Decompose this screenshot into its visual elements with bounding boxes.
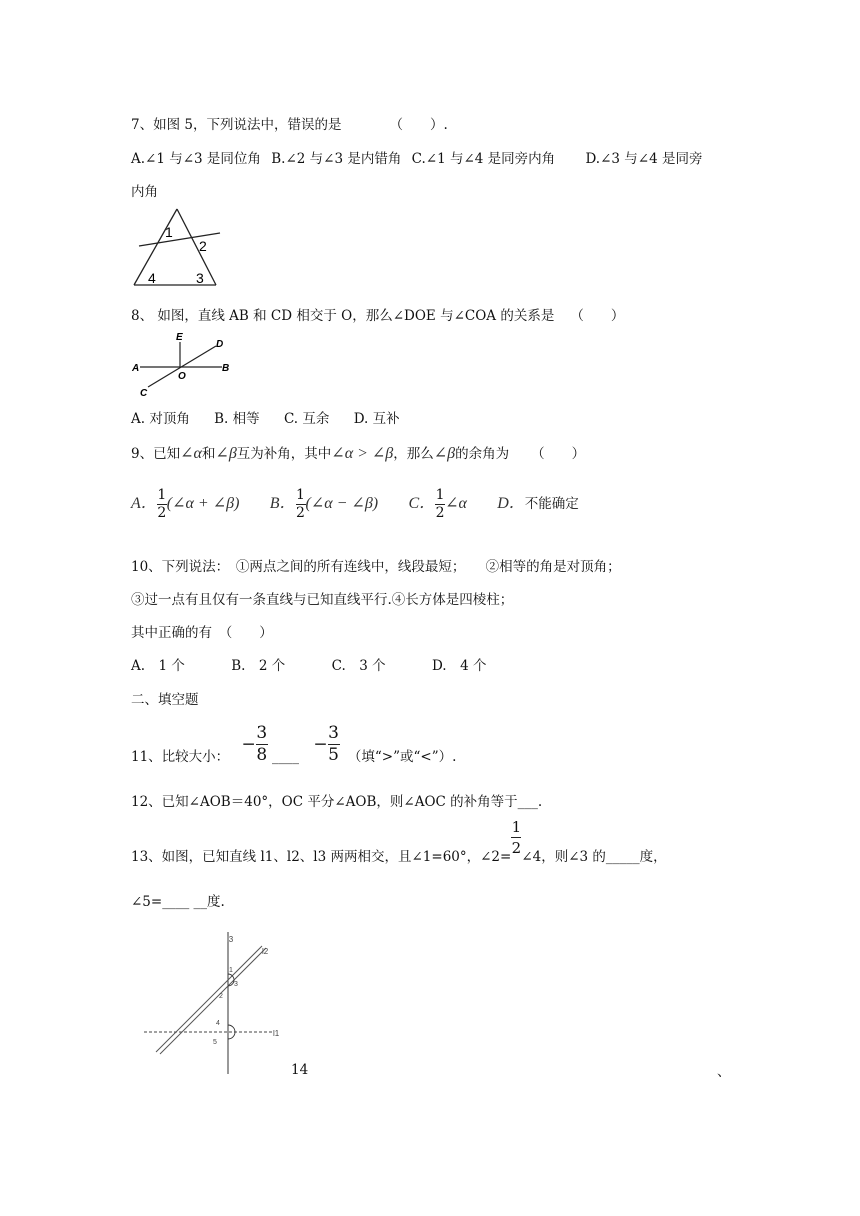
q9-stem: 9、已知∠α和∠β互为补角，其中∠α > ∠β，那么∠β的余角为 （ ） (131, 445, 586, 462)
q10-line-3: 其中正确的有 （ ） (131, 625, 273, 641)
q8-options (131, 407, 400, 427)
q13-fig-label-2: 2 (219, 993, 223, 1000)
q8-stem: 8、 如图，直线 AB 和 CD 相交于 O，那么∠DOE 与∠COA 的关系是 （ ） (131, 308, 625, 324)
q13-fig-label-3: 3 (234, 981, 238, 988)
q9-beta: ∠β (215, 445, 237, 462)
q7-fig-label-3: 3 (196, 270, 204, 286)
q13-fig-label-l2: l2 (262, 947, 269, 956)
q7-fig-label-1: 1 (165, 224, 173, 240)
q13-figure (140, 928, 290, 1078)
q7-fig-label-2: 2 (199, 238, 207, 254)
q9-alpha: ∠α (180, 445, 202, 462)
q8-fig-label-d: D (216, 339, 224, 350)
q13-fig-label-4: 4 (216, 1020, 220, 1027)
q14-label: 14 (291, 1062, 309, 1078)
q10-option-b: B. 2 个 (231, 658, 286, 674)
q13-fig-line-l2-a (156, 946, 262, 1052)
q8-figure (130, 330, 240, 400)
q10-option-a: A. 1 个 (131, 658, 185, 674)
q9-compare: ∠α > ∠β (331, 445, 394, 462)
q9-beta-2: ∠β (433, 445, 456, 462)
q10-option-c: C. 3 个 (331, 658, 386, 674)
q7-options (131, 147, 703, 167)
q7-option-d-cont: 内角 (131, 184, 158, 200)
q13-fig-label-l3: l3 (227, 935, 234, 944)
q7-stem: 7、如图 5，下列说法中，错误的是 （ ）. (131, 117, 448, 133)
q11-fraction-1: − $\frac{3}{8}$ (241, 723, 268, 765)
q9-option-d: D．不能确定 (497, 495, 579, 512)
q13-fig-label-l1: l1 (273, 1029, 280, 1038)
q13-line-1: 13、如图，已知直线 l1、l2、l3 两两相交，且∠1=60°，∠2= $\frac{1}{2}$ ∠4，则∠3 的_____度， (131, 818, 667, 865)
q7-option-c: C.∠1 与∠4 是同旁内角 (411, 151, 556, 167)
q7-option-a: A.∠1 与∠3 是同位角 (131, 151, 261, 167)
q9-option-b: B． $\frac{1}{2}$ (∠α − ∠β) (269, 487, 379, 521)
q11-line: 11、比较大小： − $\frac{3}{8}$ ____ − $\frac{3}{5}$ （填“>”或“<”）. (131, 723, 457, 765)
q10-options (131, 654, 486, 674)
q8-option-d: D. 互补 (353, 411, 400, 427)
q10-line-1: 10、下列说法： ①两点之间的所有连线中，线段最短； ②相等的角是对顶角； (131, 559, 621, 575)
section-heading: 二、填空题 (131, 692, 199, 708)
q12-line: 12、已知∠AOB＝40°，OC 平分∠AOB，则∠AOC 的补角等于___. (131, 794, 543, 810)
q13-line-2: ∠5=____ __度. (131, 894, 225, 910)
q11-fraction-2: − $\frac{3}{5}$ (313, 723, 339, 765)
q7-fig-label-4: 4 (148, 270, 156, 286)
q14-tail: 、 (717, 1064, 731, 1080)
q8-fig-label-b: B (222, 363, 230, 374)
q8-fig-label-e: E (176, 332, 183, 343)
q7-figure (130, 205, 250, 290)
q11-blank: ____ (272, 749, 300, 765)
q8-fig-label-o: O (178, 371, 186, 382)
q10-line-2: ③过一点有且仅有一条直线与已知直线平行.④长方体是四棱柱； (131, 592, 514, 608)
q8-option-c: C. 互余 (283, 411, 330, 427)
q7-fig-transversal (139, 233, 220, 246)
q7-option-b: B.∠2 与∠3 是内错角 (271, 151, 402, 167)
q9-options (131, 488, 579, 521)
q10-option-d: D. 4 个 (431, 658, 487, 674)
q8-fig-label-c: C (140, 388, 148, 399)
q7-option-d: D.∠3 与∠4 是同旁 (585, 151, 703, 167)
q8-option-a: A. 对顶角 (131, 411, 190, 427)
q13-fig-label-5: 5 (213, 1039, 217, 1046)
q8-fig-label-a: A (132, 363, 140, 374)
q8-option-b: B. 相等 (214, 411, 260, 427)
q13-fraction: $\frac{1}{2}$ (511, 818, 522, 857)
q13-fig-label-1: 1 (229, 967, 233, 974)
q9-option-c: C． $\frac{1}{2}$ ∠α (408, 487, 467, 521)
q9-option-a: A． $\frac{1}{2}$ (∠α + ∠β) (131, 487, 240, 521)
